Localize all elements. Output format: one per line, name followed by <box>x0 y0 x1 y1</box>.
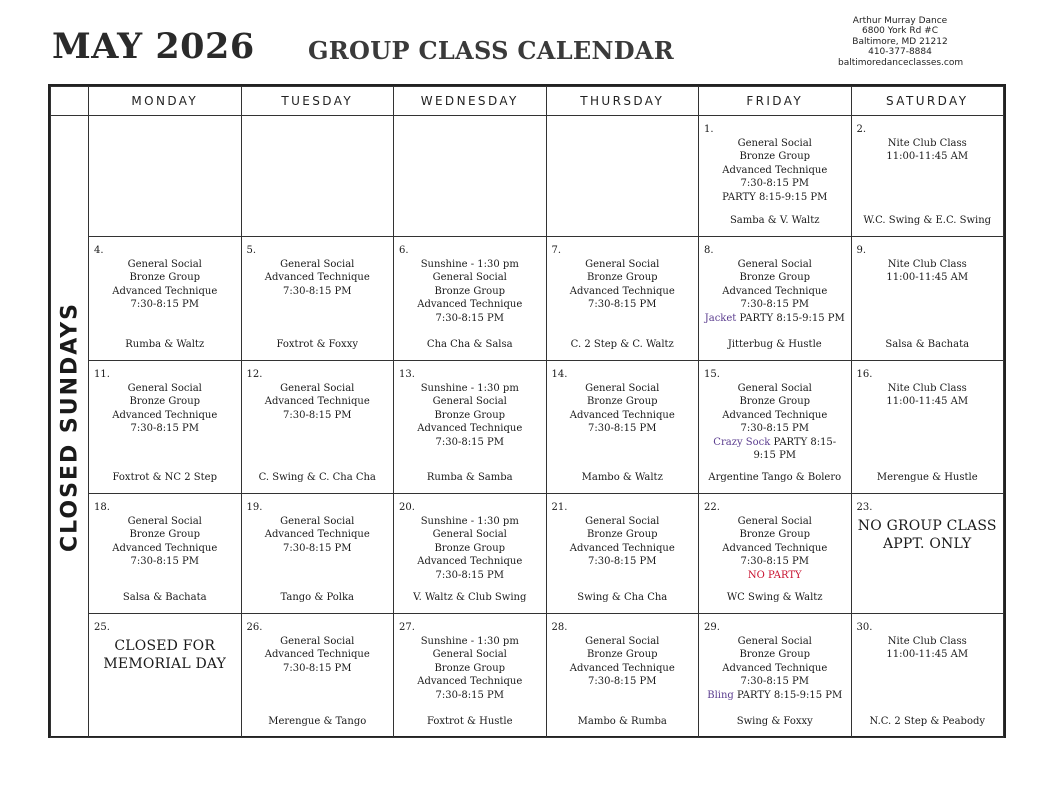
day-content <box>89 494 241 613</box>
day-notice-line: APPT. ONLY <box>882 536 972 552</box>
class-line: Advanced Technique <box>722 285 828 297</box>
featured-dances: Rumba & Samba <box>426 471 513 483</box>
class-line: Advanced Technique <box>569 285 675 297</box>
day-cell <box>851 361 1004 494</box>
class-line: Bronze Group <box>434 285 506 297</box>
day-number: 19. <box>246 502 263 513</box>
class-schedule <box>703 635 847 702</box>
day-cell <box>394 494 547 614</box>
class-line: General Social <box>737 138 812 149</box>
day-content <box>547 116 699 236</box>
day-content <box>852 116 1004 236</box>
day-content <box>547 614 699 737</box>
class-line: Bronze Group <box>129 396 201 408</box>
party-theme: Crazy Sock <box>713 436 771 448</box>
featured-dances: Swing & Cha Cha <box>577 591 668 603</box>
class-line: Bronze Group <box>434 409 506 421</box>
class-schedule <box>703 137 847 204</box>
day-number: 15. <box>704 369 720 380</box>
featured-dances: Argentine Tango & Bolero <box>708 471 842 483</box>
class-line: PARTY 8:15-9:15 PM <box>722 191 828 203</box>
day-cell <box>699 116 852 237</box>
day-cell <box>546 614 699 738</box>
featured-dances: Mambo & Rumba <box>577 715 667 727</box>
day-cell <box>89 361 242 494</box>
day-content <box>852 614 1004 737</box>
class-line: 7:30-8:15 PM <box>130 423 199 435</box>
party-time: PARTY 8:15-9:15 PM <box>753 436 837 462</box>
class-line: 7:30-8:15 PM <box>740 676 809 688</box>
class-line: General Social <box>432 529 507 541</box>
day-content <box>242 116 394 236</box>
day-cell <box>699 494 852 614</box>
day-number: 8. <box>704 245 714 256</box>
class-line: Sunshine - 1:30 pm <box>420 383 519 394</box>
class-line: Bronze Group <box>739 529 811 541</box>
class-line: Advanced Technique <box>417 299 523 311</box>
weekday-header-wednesday: WEDNESDAY <box>394 87 547 116</box>
class-line: General Social <box>127 383 202 394</box>
day-number: 25. <box>94 622 110 633</box>
day-cell <box>394 237 547 361</box>
day-notice-line: NO GROUP CLASS <box>857 518 997 534</box>
day-number: 29. <box>704 622 720 633</box>
class-line: Bronze Group <box>739 151 811 163</box>
class-schedule <box>856 517 1000 553</box>
featured-dances: Samba & V. Waltz <box>729 214 820 226</box>
day-cell <box>241 614 394 738</box>
day-number: 14. <box>551 369 568 380</box>
class-line: General Social <box>432 649 507 661</box>
class-line: General Social <box>585 516 660 527</box>
party-line <box>703 689 847 702</box>
weekday-header-tuesday: TUESDAY <box>241 87 394 116</box>
class-line: Advanced Technique <box>569 542 675 554</box>
featured-dances: Jitterbug & Hustle <box>727 338 822 350</box>
class-schedule <box>856 635 1000 662</box>
studio-phone: 410-377-8884 <box>868 47 932 58</box>
featured-dances: Salsa & Bachata <box>122 591 207 603</box>
class-line: Advanced Technique <box>722 164 828 176</box>
class-line: Sunshine - 1:30 pm <box>420 259 519 270</box>
weekday-header-monday: MONDAY <box>89 87 242 116</box>
class-line: Advanced Technique <box>722 542 828 554</box>
day-notice-line: CLOSED FOR <box>114 638 216 654</box>
day-number: 26. <box>246 622 263 633</box>
class-line: 7:30-8:15 PM <box>435 689 504 701</box>
class-line: Nite Club Class <box>887 636 967 647</box>
day-cell <box>241 494 394 614</box>
day-cell <box>241 237 394 361</box>
studio-info <box>838 16 962 68</box>
day-content <box>699 494 851 613</box>
featured-dances: Rumba & Waltz <box>125 338 205 350</box>
class-line: Bronze Group <box>739 649 811 661</box>
class-line: Advanced Technique <box>417 676 523 688</box>
week-row <box>51 361 1004 494</box>
day-cell <box>546 237 699 361</box>
class-line: Bronze Group <box>129 272 201 284</box>
day-number: 23. <box>856 502 873 513</box>
class-line: 7:30-8:15 PM <box>283 542 352 554</box>
day-cell <box>394 614 547 738</box>
class-line: Advanced Technique <box>264 272 370 284</box>
class-schedule <box>551 382 695 436</box>
class-line: General Social <box>737 516 812 527</box>
no-party-notice: NO PARTY <box>747 569 802 581</box>
featured-dances: Foxtrot & Hustle <box>426 715 513 727</box>
day-number: 4. <box>94 245 104 256</box>
class-line: Nite Club Class <box>887 259 967 270</box>
class-line: General Social <box>280 636 355 647</box>
day-number: 13. <box>399 369 415 380</box>
weekday-header-saturday: SATURDAY <box>851 87 1004 116</box>
day-number: 22. <box>704 502 720 513</box>
class-line: 7:30-8:15 PM <box>588 299 657 311</box>
class-line: Bronze Group <box>586 272 658 284</box>
studio-website[interactable]: baltimoredanceclasses.com <box>838 57 964 68</box>
class-line: Advanced Technique <box>264 396 370 408</box>
day-cell <box>89 116 242 237</box>
day-number: 6. <box>399 245 409 256</box>
class-line: Bronze Group <box>586 649 658 661</box>
day-cell <box>546 361 699 494</box>
day-number: 12. <box>246 369 263 380</box>
class-schedule <box>856 258 1000 285</box>
day-number: 5. <box>246 245 257 256</box>
featured-dances: V. Waltz & Club Swing <box>413 591 527 603</box>
day-number: 21. <box>551 502 568 513</box>
party-line <box>703 436 847 463</box>
class-line: Bronze Group <box>586 396 658 408</box>
class-schedule <box>856 137 1000 164</box>
day-content <box>699 614 851 737</box>
weekday-header-thursday: THURSDAY <box>546 87 699 116</box>
class-line: General Social <box>585 259 660 270</box>
class-line: 7:30-8:15 PM <box>130 299 199 311</box>
day-cell <box>699 237 852 361</box>
class-line: Advanced Technique <box>112 285 218 297</box>
class-line: Bronze Group <box>434 542 506 554</box>
class-schedule <box>551 515 695 569</box>
day-content <box>394 614 546 737</box>
closed-sundays-column <box>51 116 89 738</box>
class-line: 11:00-11:45 AM <box>886 151 969 163</box>
day-notice-line: MEMORIAL DAY <box>103 656 227 672</box>
day-cell <box>851 614 1004 738</box>
featured-dances: C. Swing & C. Cha Cha <box>258 471 376 483</box>
studio-city: Baltimore, MD 21212 <box>852 36 948 47</box>
day-notice <box>93 637 237 673</box>
class-line: General Social <box>737 383 812 394</box>
class-line: Sunshine - 1:30 pm <box>420 516 519 527</box>
day-number: 20. <box>399 502 415 513</box>
day-cell <box>546 116 699 237</box>
class-line: 11:00-11:45 AM <box>886 649 969 661</box>
featured-dances: C. 2 Step & C. Waltz <box>570 338 674 350</box>
featured-dances: Cha Cha & Salsa <box>426 338 513 350</box>
class-line: Advanced Technique <box>417 556 523 568</box>
featured-dances: WC Swing & Waltz <box>726 591 823 603</box>
class-line: Advanced Technique <box>722 409 828 421</box>
class-line: Bronze Group <box>739 396 811 408</box>
day-content <box>89 116 241 236</box>
week-row <box>51 116 1004 237</box>
class-line: Advanced Technique <box>112 542 218 554</box>
day-content <box>547 361 699 493</box>
day-cell <box>241 116 394 237</box>
class-line: 7:30-8:15 PM <box>588 423 657 435</box>
day-cell <box>851 494 1004 614</box>
class-line: 7:30-8:15 PM <box>435 312 504 324</box>
class-schedule <box>246 635 390 675</box>
class-schedule <box>93 515 237 569</box>
week-row <box>51 614 1004 738</box>
class-line: Advanced Technique <box>264 649 370 661</box>
class-line: 7:30-8:15 PM <box>740 178 809 190</box>
class-schedule <box>703 258 847 325</box>
class-schedule <box>246 258 390 298</box>
class-line: 7:30-8:15 PM <box>435 569 504 581</box>
day-cell <box>699 614 852 738</box>
class-line: General Social <box>280 516 355 527</box>
day-content <box>394 361 546 493</box>
class-schedule <box>703 515 847 582</box>
class-schedule <box>856 382 1000 409</box>
class-line: Advanced Technique <box>569 409 675 421</box>
day-content <box>394 494 546 613</box>
corner-cell <box>51 87 89 116</box>
day-number: 28. <box>551 622 568 633</box>
class-line: Sunshine - 1:30 pm <box>420 636 519 647</box>
class-line: General Social <box>432 272 507 284</box>
day-cell <box>546 494 699 614</box>
featured-dances: Merengue & Hustle <box>876 471 978 483</box>
class-line: Bronze Group <box>434 662 506 674</box>
studio-name: Arthur Murray Dance <box>852 16 948 26</box>
day-content <box>242 361 394 493</box>
day-cell <box>699 361 852 494</box>
class-line: 7:30-8:15 PM <box>588 676 657 688</box>
day-number: 16. <box>856 369 873 380</box>
featured-dances: Foxtrot & Foxxy <box>276 338 358 350</box>
day-number: 1. <box>704 124 714 135</box>
day-content <box>89 614 241 737</box>
featured-dances: Mambo & Waltz <box>581 471 663 483</box>
class-line: Advanced Technique <box>569 662 675 674</box>
featured-dances: Merengue & Tango <box>268 715 367 727</box>
studio-street: 6800 York Rd #C <box>862 26 938 37</box>
class-line: 7:30-8:15 PM <box>740 556 809 568</box>
featured-dances: Salsa & Bachata <box>885 338 970 350</box>
class-line: 7:30-8:15 PM <box>740 423 809 435</box>
class-schedule <box>398 635 542 702</box>
calendar-title: GROUP CLASS CALENDAR <box>308 36 674 65</box>
day-content <box>89 237 241 360</box>
day-content <box>547 237 699 360</box>
party-theme: Jacket <box>704 312 737 324</box>
class-line: General Social <box>280 259 355 270</box>
class-line: 7:30-8:15 PM <box>435 436 504 448</box>
day-content <box>394 116 546 236</box>
party-time: PARTY 8:15-9:15 PM <box>736 312 845 324</box>
day-number: 2. <box>856 124 867 135</box>
class-schedule <box>398 258 542 325</box>
class-line: 7:30-8:15 PM <box>283 409 352 421</box>
day-number: 27. <box>399 622 415 633</box>
class-line: General Social <box>127 516 202 527</box>
month-year-title: MAY 2026 <box>52 26 255 67</box>
day-cell <box>394 116 547 237</box>
featured-dances: N.C. 2 Step & Peabody <box>869 715 986 727</box>
class-schedule <box>93 637 237 673</box>
class-line: 7:30-8:15 PM <box>283 285 352 297</box>
featured-dances: W.C. Swing & E.C. Swing <box>863 214 992 226</box>
week-row <box>51 237 1004 361</box>
day-content <box>852 237 1004 360</box>
day-content <box>852 494 1004 613</box>
class-line: General Social <box>127 259 202 270</box>
class-line: General Social <box>737 259 812 270</box>
class-schedule <box>93 382 237 436</box>
class-line: General Social <box>585 636 660 647</box>
day-content <box>699 237 851 360</box>
closed-sundays-label: CLOSED SUNDAYS <box>57 301 82 552</box>
party-line <box>703 312 847 325</box>
weekday-header-row <box>51 87 1004 116</box>
class-line: General Social <box>585 383 660 394</box>
day-cell <box>89 494 242 614</box>
day-cell <box>851 237 1004 361</box>
class-line: General Social <box>280 383 355 394</box>
day-content <box>89 361 241 493</box>
featured-dances: Foxtrot & NC 2 Step <box>112 471 217 483</box>
day-number: 7. <box>551 245 562 256</box>
class-line: Advanced Technique <box>112 409 218 421</box>
day-notice <box>856 517 1000 553</box>
class-line: 11:00-11:45 AM <box>886 396 969 408</box>
day-cell <box>394 361 547 494</box>
class-line: Advanced Technique <box>722 662 828 674</box>
day-number: 11. <box>94 369 110 380</box>
class-line: Advanced Technique <box>264 529 370 541</box>
class-schedule <box>246 515 390 555</box>
featured-dances: Tango & Polka <box>280 591 355 603</box>
class-line: Bronze Group <box>586 529 658 541</box>
party-theme: Bling <box>707 689 734 701</box>
class-line: Nite Club Class <box>887 138 967 149</box>
party-time: PARTY 8:15-9:15 PM <box>733 689 843 701</box>
day-content <box>242 494 394 613</box>
day-cell <box>89 614 242 738</box>
class-schedule <box>93 258 237 312</box>
class-line: 7:30-8:15 PM <box>283 662 352 674</box>
class-schedule <box>398 515 542 582</box>
featured-dances: Swing & Foxxy <box>736 715 813 727</box>
day-cell <box>851 116 1004 237</box>
day-number: 9. <box>856 245 867 256</box>
day-cell <box>89 237 242 361</box>
class-schedule <box>398 382 542 449</box>
calendar-grid <box>48 84 1006 738</box>
class-line: 7:30-8:15 PM <box>130 556 199 568</box>
class-schedule <box>551 258 695 312</box>
day-content <box>699 361 851 493</box>
day-content <box>242 237 394 360</box>
week-row <box>51 494 1004 614</box>
class-line: General Social <box>432 396 507 408</box>
day-content <box>394 237 546 360</box>
day-content <box>699 116 851 236</box>
day-number: 18. <box>94 502 110 513</box>
day-number: 30. <box>856 622 873 633</box>
day-content <box>242 614 394 737</box>
class-schedule <box>703 382 847 462</box>
class-line: 7:30-8:15 PM <box>740 299 809 311</box>
class-line: 11:00-11:45 AM <box>886 272 969 284</box>
class-line: Bronze Group <box>739 272 811 284</box>
class-line: 7:30-8:15 PM <box>588 556 657 568</box>
day-content <box>547 494 699 613</box>
class-line: Nite Club Class <box>887 383 967 394</box>
day-content <box>852 361 1004 493</box>
class-schedule <box>246 382 390 422</box>
class-line: General Social <box>737 636 812 647</box>
class-line: Advanced Technique <box>417 423 523 435</box>
class-schedule <box>551 635 695 689</box>
weekday-header-friday: FRIDAY <box>699 87 852 116</box>
day-cell <box>241 361 394 494</box>
class-line: Bronze Group <box>129 529 201 541</box>
